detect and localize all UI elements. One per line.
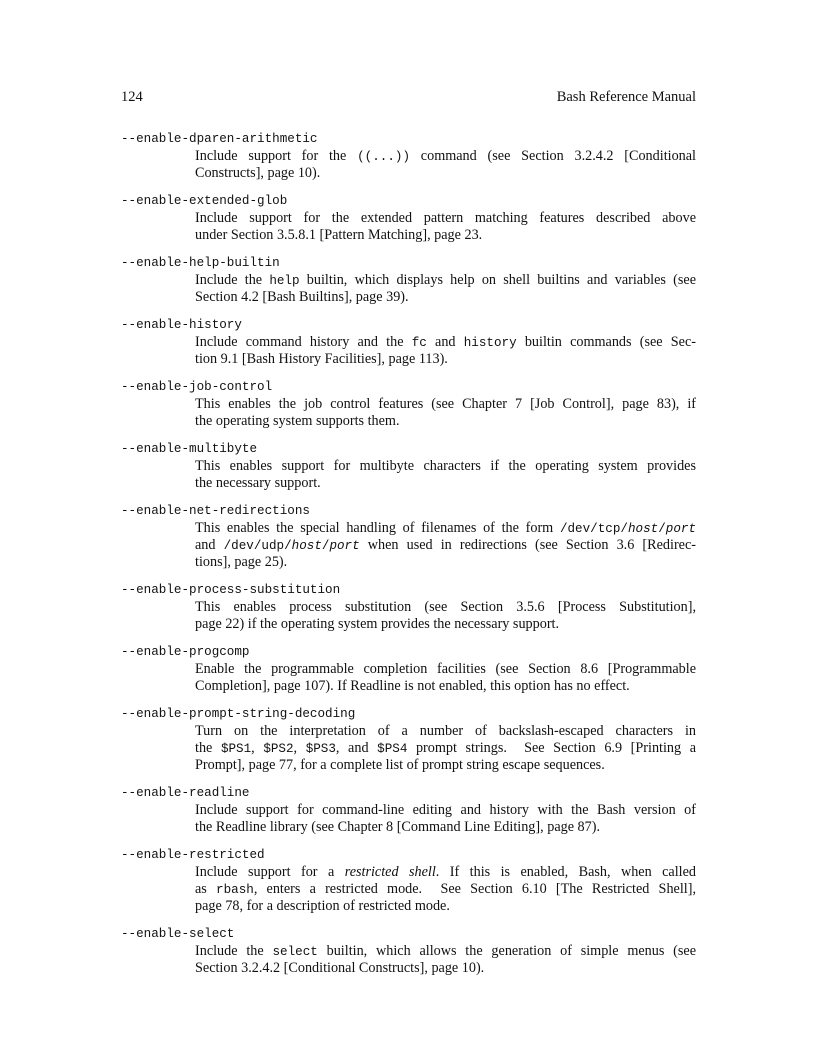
option-name: --enable-net-redirections [121,504,310,518]
description-line [195,554,696,571]
option-description [195,334,696,368]
text: when used in redirections (see Section 3.6 [Redirec- [359,537,696,553]
text: Include support for the extended pattern matching features described above [195,210,696,226]
description-line [195,881,696,898]
inline-code: $PS1 [220,742,252,756]
text: under Section 3.5.8.1 [Pattern Matching], page 23. [195,227,483,243]
description-line [195,616,696,633]
text: . If this is enabled, Bash, when called [435,864,696,880]
description-line [195,599,696,616]
option-entry [121,255,696,306]
description-line [195,678,696,695]
option-description [195,943,696,977]
option-entry [121,379,696,430]
page-number: 124 [121,89,143,105]
description-line [195,334,696,351]
option-description [195,723,696,774]
text: Include support for a [195,864,345,880]
inline-code: $PS2 [263,742,294,756]
inline-code: / [321,539,330,553]
inline-code: $PS3 [305,742,336,756]
text: Include the [195,272,270,288]
option-entry [121,847,696,915]
text: prompt strings. See Section 6.9 [Printing a [407,740,696,756]
option-name: --enable-job-control [121,380,273,394]
emphasis: restricted shell [344,864,436,880]
inline-code: select [272,945,318,959]
text: the operating system supports them. [195,413,400,429]
description-line [195,165,696,182]
text: Completion], page 107). If Readline is not enabled, this option has no effect. [195,678,630,694]
text: builtin, which allows the generation of simple menus (see [317,943,697,959]
inline-code: $PS4 [377,742,408,756]
description-line [195,943,696,960]
option-entry [121,503,696,571]
option-description [195,599,696,633]
metavariable: host [291,539,322,553]
description-line [195,960,696,977]
text: the [195,740,221,756]
description-line [195,396,696,413]
text: , [251,740,264,756]
text: page 22) if the operating system provides the necessary support. [195,616,560,632]
inline-code: history [463,336,517,350]
metavariable: port [329,539,360,553]
text: Include command history and the [195,334,412,350]
option-entry [121,644,696,695]
option-name: --enable-progcomp [121,645,250,659]
option-entry [121,582,696,633]
text: This enables process substitution (see Section 3.5.6 [Process Substitution], [195,599,696,615]
option-entry [121,706,696,774]
text: Turn on the interpretation of a number of backslash-escaped characters in [195,723,696,739]
description-line [195,458,696,475]
description-line [195,289,696,306]
text: the Readline library (see Chapter 8 [Command Line Editing], page 87). [195,819,601,835]
inline-code: ((...)) [357,150,411,164]
option-description [195,802,696,836]
option-name: --enable-dparen-arithmetic [121,132,318,146]
option-name: --enable-history [121,318,242,332]
description-line [195,898,696,915]
text: Enable the programmable completion facilities (see Section 8.6 [Programmable [195,661,696,677]
inline-code: /dev/udp/ [223,539,292,553]
description-line [195,413,696,430]
text: Section 3.2.4.2 [Conditional Constructs], page 10). [195,960,485,976]
text: , [293,740,306,756]
description-line [195,819,696,836]
description-line [195,351,696,368]
text: Section 4.2 [Bash Builtins], page 39). [195,289,409,305]
text: Include the [195,943,273,959]
description-line [195,537,696,554]
option-name: --enable-select [121,927,235,941]
option-entry [121,131,696,182]
option-name: --enable-process-substitution [121,583,341,597]
option-entry [121,926,696,977]
option-description [195,864,696,915]
description-line [195,520,696,537]
option-description [195,520,696,571]
running-title: Bash Reference Manual [556,89,696,105]
option-name: --enable-multibyte [121,442,258,456]
text: This enables the special handling of filenames of the form [195,520,560,536]
text: This enables the job control features (see Chapter 7 [Job Control], page 83), if [195,396,696,412]
option-entry [121,441,696,492]
metavariable: host [627,522,659,536]
inline-code: / [658,522,666,536]
description-line [195,723,696,740]
option-description [195,210,696,244]
description-line [195,864,696,881]
description-line [195,227,696,244]
text: tions], page 25). [195,554,288,570]
option-entry [121,785,696,836]
option-description [195,148,696,182]
text: builtin commands (see Sec- [516,334,696,350]
description-line [195,802,696,819]
description-line [195,475,696,492]
description-line [195,272,696,289]
text: and [195,537,224,553]
option-name: --enable-prompt-string-decoding [121,707,356,721]
text: builtin, which displays help on shell builtins and variables (see [299,272,696,288]
text: Include support for command-line editing and history with the Bash version of [195,802,696,818]
inline-code: /dev/tcp/ [559,522,628,536]
description-line [195,740,696,757]
text: , enters a restricted mode. See Section 6.10 [The Restricted Shell], [253,881,696,897]
option-name: --enable-readline [121,786,250,800]
option-name: --enable-restricted [121,848,265,862]
description-line [195,661,696,678]
text: Constructs], page 10). [195,165,321,181]
text: Prompt], page 77, for a complete list of prompt string escape sequences. [195,757,605,773]
text: as [195,881,217,897]
inline-code: fc [411,336,427,350]
option-description [195,661,696,695]
option-name: --enable-help-builtin [121,256,280,270]
option-list [121,131,696,988]
option-description [195,272,696,306]
option-description [195,458,696,492]
text: , and [335,740,378,756]
text: command (see Section 3.2.4.2 [Conditional [410,148,696,164]
text: tion 9.1 [Bash History Facilities], page 113). [195,351,448,367]
description-line [195,757,696,774]
text: and [426,334,464,350]
metavariable: port [665,522,696,536]
inline-code: rbash [216,883,254,897]
option-entry [121,317,696,368]
description-line [195,210,696,227]
inline-code: help [269,274,300,288]
option-description [195,396,696,430]
text: the necessary support. [195,475,321,491]
option-entry [121,193,696,244]
option-name: --enable-extended-glob [121,194,288,208]
text: Include support for the [195,148,358,164]
description-line [195,148,696,165]
text: page 78, for a description of restricted mode. [195,898,450,914]
text: This enables support for multibyte characters if the operating system provides [195,458,696,474]
